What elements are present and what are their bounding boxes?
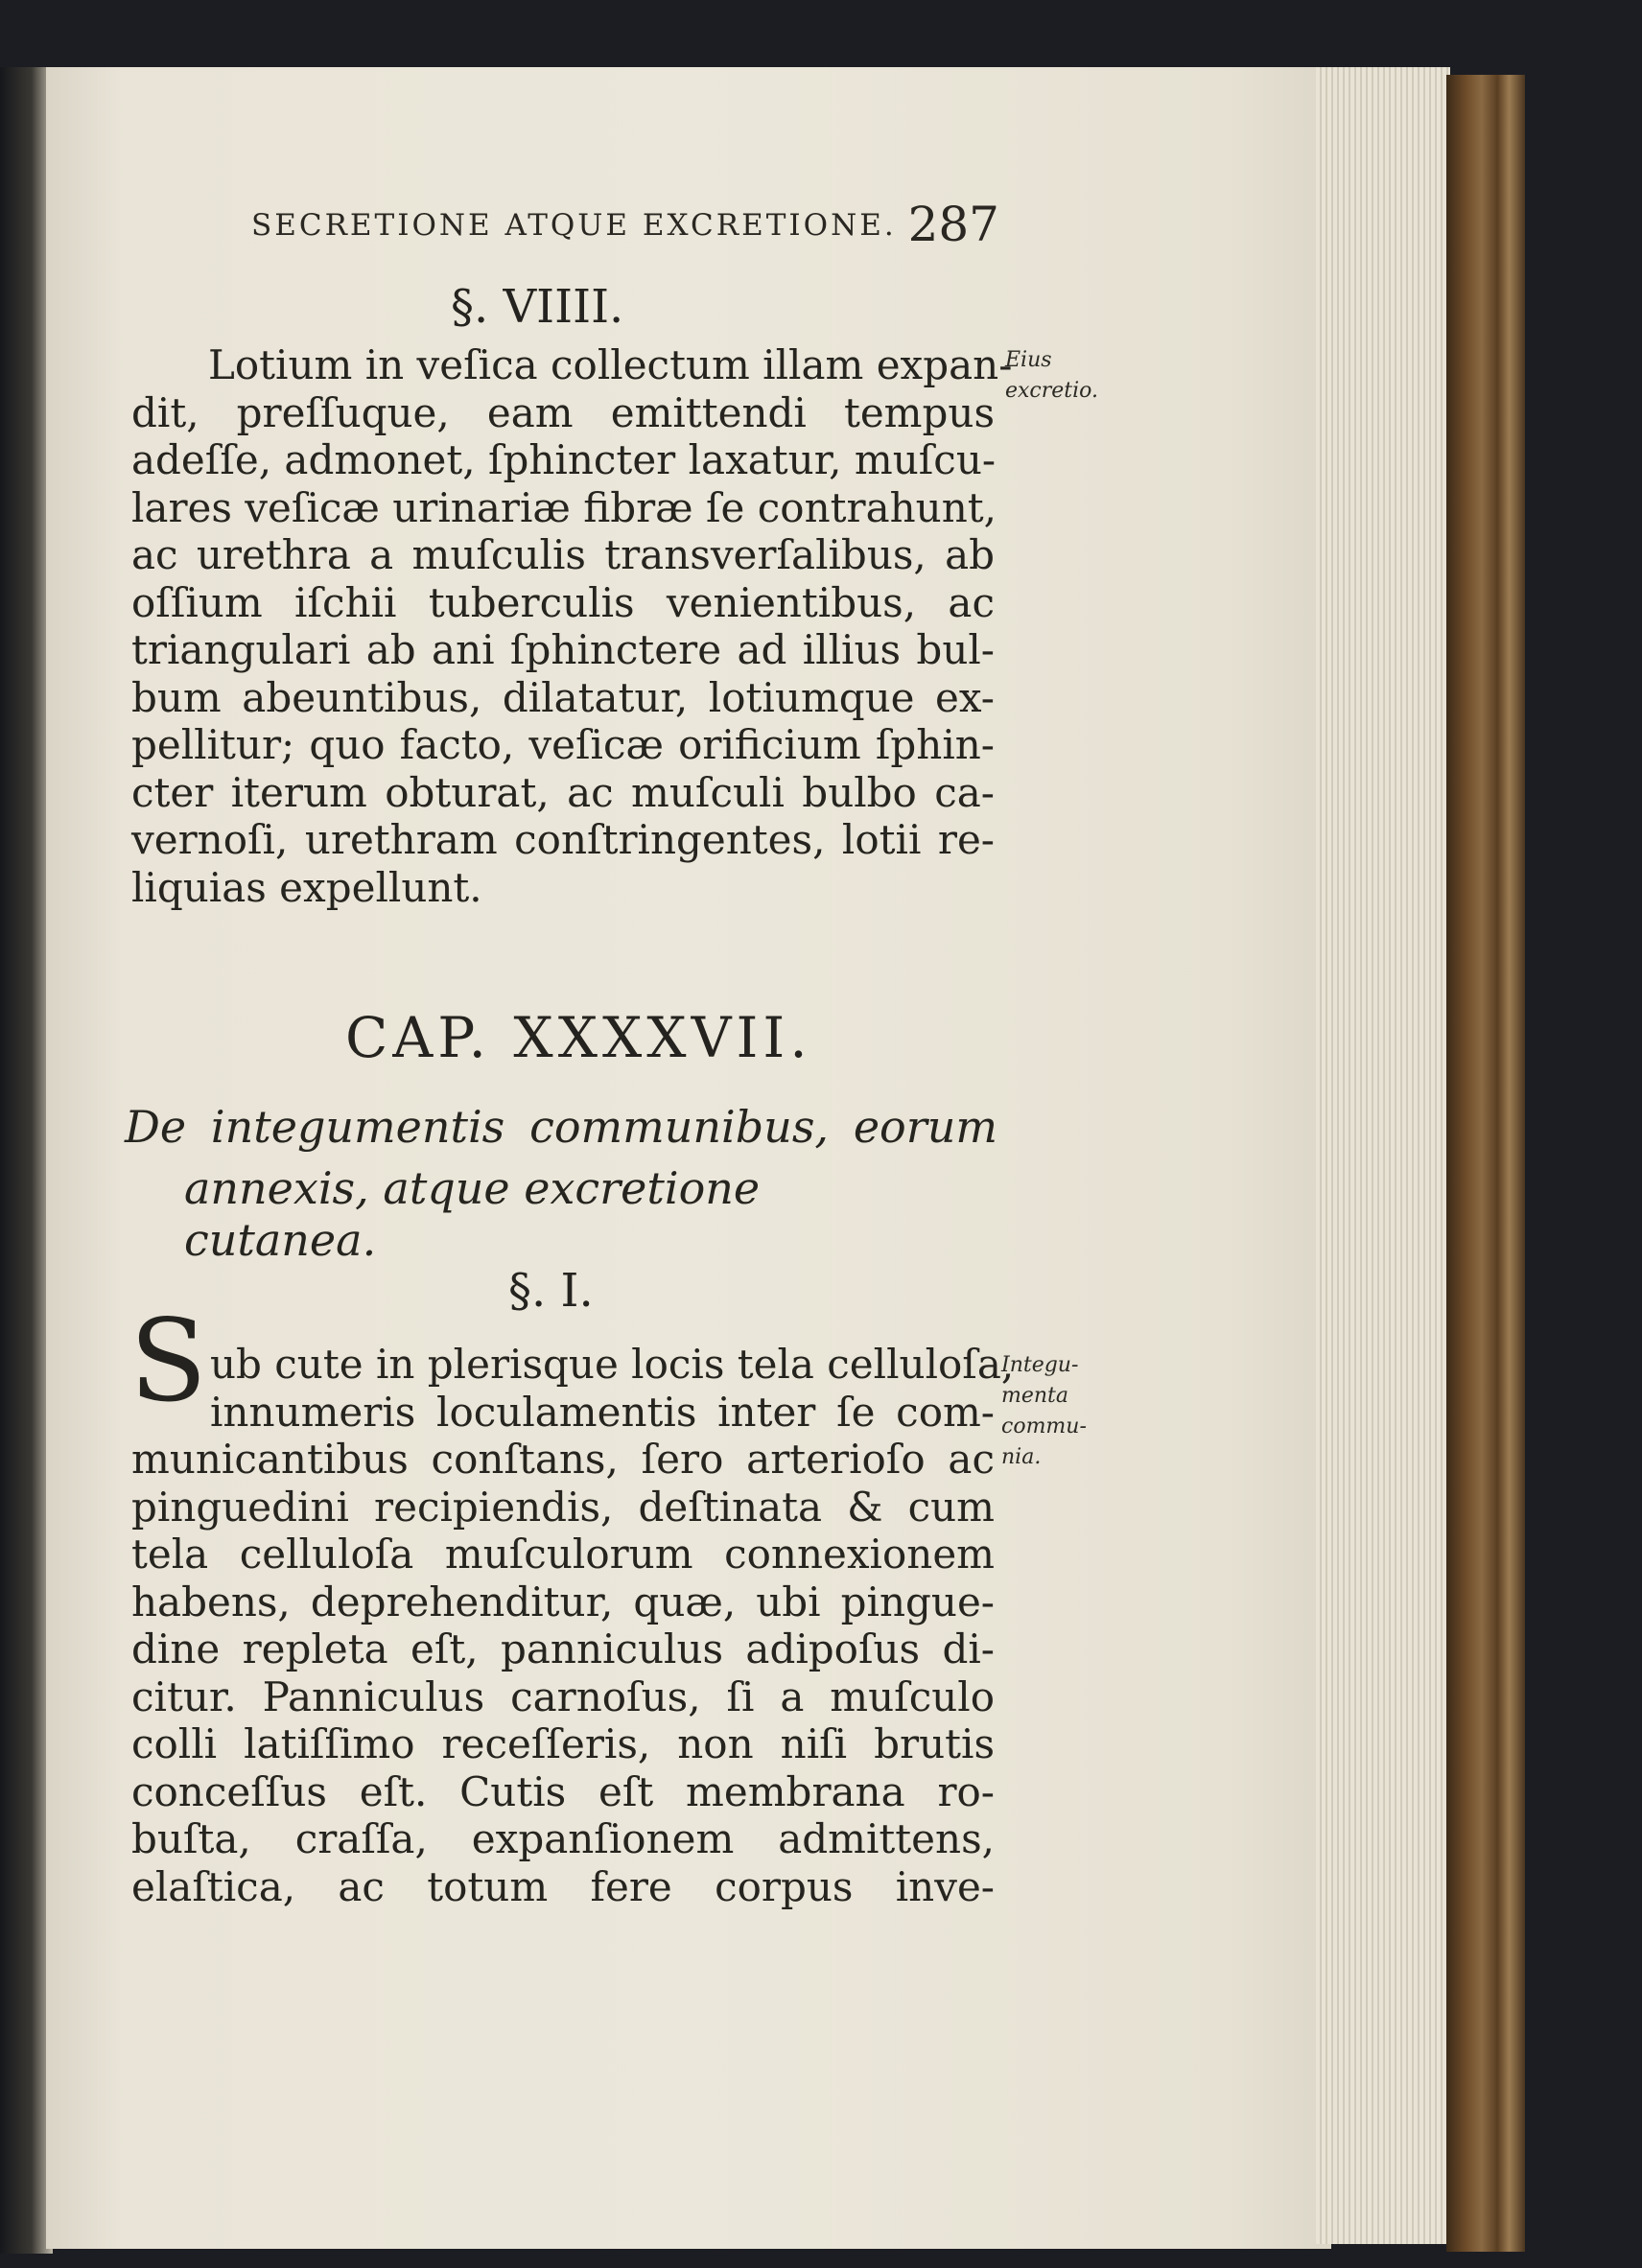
- section-viiii-text: [131, 341, 1013, 911]
- text-line: bum abeuntibus, dilatatur, lotiumque ex-: [131, 673, 995, 721]
- text-line: cter iterum obturat, ac muſculi bulbo ca-: [131, 768, 995, 816]
- running-head: [251, 197, 999, 254]
- text-line: municantibus conſtans, ſero arterioſo ac: [131, 1436, 995, 1483]
- text-line: elaſtica, ac totum fere corpus inve-: [131, 1862, 995, 1910]
- margin-note-line: commu-: [1001, 1415, 1087, 1438]
- drop-cap: S: [129, 1295, 207, 1427]
- text-line: tela celluloſa muſculorum connexionem: [131, 1531, 995, 1578]
- text-line: pinguedini recipiendis, deſtinata & cum: [131, 1483, 995, 1531]
- text-line: lares veſicæ urinariæ fibræ ſe contrahunt,: [131, 483, 997, 531]
- section-i-text: [131, 1341, 1015, 1910]
- text-line: colli latiſſimo receſſeris, non niſi brutis: [131, 1720, 995, 1767]
- text-line: liquias expellunt.: [131, 863, 482, 911]
- book-cover: [1446, 75, 1525, 2252]
- chapter-subtitle-line-2: annexis, atque excretione cutanea.: [184, 1162, 761, 1266]
- text-line: dine repleta eſt, panniculus adipoſus di-: [131, 1625, 995, 1672]
- text-line: conceſſus eſt. Cutis eſt membrana ro-: [131, 1767, 995, 1815]
- book-gutter: [0, 67, 53, 2254]
- page-number: 287: [907, 197, 999, 252]
- text-line: Lotium in veſica collectum illam expan-: [208, 341, 1013, 388]
- text-line: pellitur; quo facto, veſicæ orificium ſphin-: [131, 721, 995, 768]
- text-line: oſſium iſchii tuberculis venientibus, ac: [131, 578, 995, 626]
- text-line: vernoſi, urethram conſtringentes, lotii re-: [131, 816, 995, 863]
- page-edges: [1316, 67, 1450, 2244]
- text-line: ac urethra a muſculis transverſalibus, ab: [131, 531, 995, 578]
- text-line: dit, preſſuque, eam emittendi tempus: [131, 388, 995, 436]
- text-line: innumeris loculamentis inter ſe com-: [210, 1388, 995, 1436]
- margin-note-line: Eius: [1005, 348, 1052, 372]
- section-heading-viiii: §. VIIII.: [451, 280, 624, 334]
- margin-note-line: excretio.: [1005, 379, 1099, 403]
- margin-note-integumenta-communia: [1001, 1350, 1087, 1473]
- text-line: habens, deprehenditur, quæ, ubi pingue-: [131, 1578, 995, 1625]
- margin-note-eius-excretio: [1005, 345, 1098, 407]
- running-head-title: SECRETIONE ATQUE EXCRETIONE.: [251, 208, 897, 243]
- margin-note-line: nia.: [1001, 1445, 1042, 1469]
- text-line: triangulari ab ani ſphinctere ad illius bul-: [131, 626, 995, 673]
- text-line: ub cute in plerisque locis tela celluloſa,: [210, 1341, 1015, 1388]
- chapter-subtitle-line-1: De integumentis communibus, eorum: [125, 1101, 997, 1153]
- section-heading-i: §. I.: [508, 1264, 594, 1318]
- chapter-heading: CAP. XXXXVII.: [345, 1005, 812, 1070]
- margin-note-line: menta: [1001, 1384, 1069, 1408]
- margin-note-line: Integu-: [1001, 1353, 1079, 1377]
- text-line: adeſſe, admonet, ſphincter laxatur, muſcu-: [131, 436, 997, 483]
- text-line: buſta, craſſa, expanſionem admittens,: [131, 1815, 995, 1862]
- text-line: citur. Panniculus carnoſus, ſi a muſculo: [131, 1672, 995, 1720]
